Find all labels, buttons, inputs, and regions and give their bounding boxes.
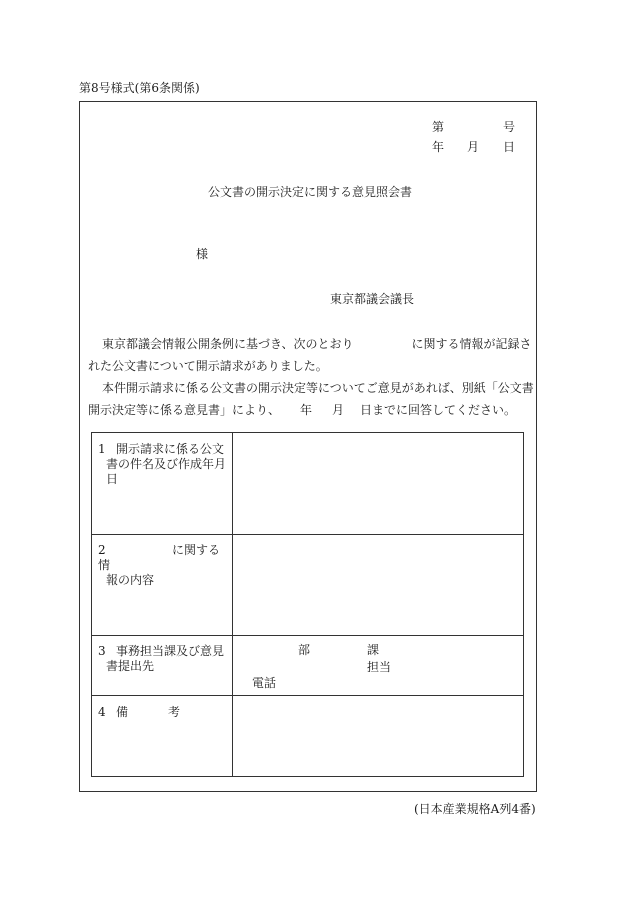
- row1-line2: 書の件名及び作成年月: [106, 457, 227, 471]
- paper-size-note: (日本産業規格A列4番): [414, 802, 536, 816]
- row1-label: [98, 442, 226, 487]
- row3-dept: 部: [298, 643, 311, 657]
- row3-number: 3: [98, 644, 106, 658]
- row4-label-b: 考: [168, 705, 181, 719]
- row3-line1: 事務担当課及び意見: [116, 644, 225, 658]
- p1-start: 東京都議会情報公開条例に基づき、次のとおり: [102, 337, 354, 351]
- form-label: 第8号様式(第6条関係): [79, 81, 200, 95]
- addressee-suffix: 様: [196, 247, 209, 261]
- row3-phone: 電話: [252, 676, 277, 690]
- p2-end: 日までに回答してください。: [360, 403, 517, 417]
- row3-label: [98, 644, 226, 674]
- p1-mid: に関する情報が記録さ: [411, 337, 532, 351]
- p2-start: 本件開示請求に係る公文書の開示決定等についてご意見があれば、別紙「公文書: [102, 381, 534, 395]
- table-row-divider: [92, 534, 523, 535]
- row3-section: 課: [367, 643, 380, 657]
- row1-line3: 日: [106, 472, 119, 486]
- document-number-suffix: 号: [503, 120, 516, 134]
- table-column-divider: [232, 433, 233, 776]
- paragraph-1: [88, 333, 530, 377]
- table-row-divider: [92, 635, 523, 636]
- row2-number: 2: [98, 543, 106, 557]
- p2-month: 月: [332, 403, 345, 417]
- row3-person: 担当: [367, 660, 392, 674]
- document-title: 公文書の開示決定に関する意見照会書: [208, 185, 413, 199]
- date-day: 日: [503, 140, 516, 154]
- row4-label-a: 備: [116, 705, 129, 719]
- p2-line2-start: 開示決定等に係る意見書」により、: [88, 403, 281, 417]
- row4-label: [98, 705, 226, 720]
- paragraph-2: [88, 377, 534, 421]
- document-number-prefix: 第: [432, 120, 445, 134]
- p1-end: れた公文書について開示請求がありました。: [88, 359, 328, 373]
- row4-number: 4: [98, 705, 106, 719]
- row1-line1: 開示請求に係る公文: [116, 442, 225, 456]
- sender-title: 東京都議会議長: [330, 292, 415, 306]
- p2-year: 年: [300, 403, 313, 417]
- row3-line2: 書提出先: [106, 659, 155, 673]
- row2-label: [98, 543, 226, 588]
- table-row-divider: [92, 695, 523, 696]
- date-year: 年: [432, 140, 445, 154]
- row2-line1-suffix: に関する情: [98, 543, 221, 572]
- info-table: [91, 432, 524, 777]
- row1-number: 1: [98, 442, 106, 456]
- row2-line2: 報の内容: [106, 573, 155, 587]
- date-month: 月: [467, 140, 480, 154]
